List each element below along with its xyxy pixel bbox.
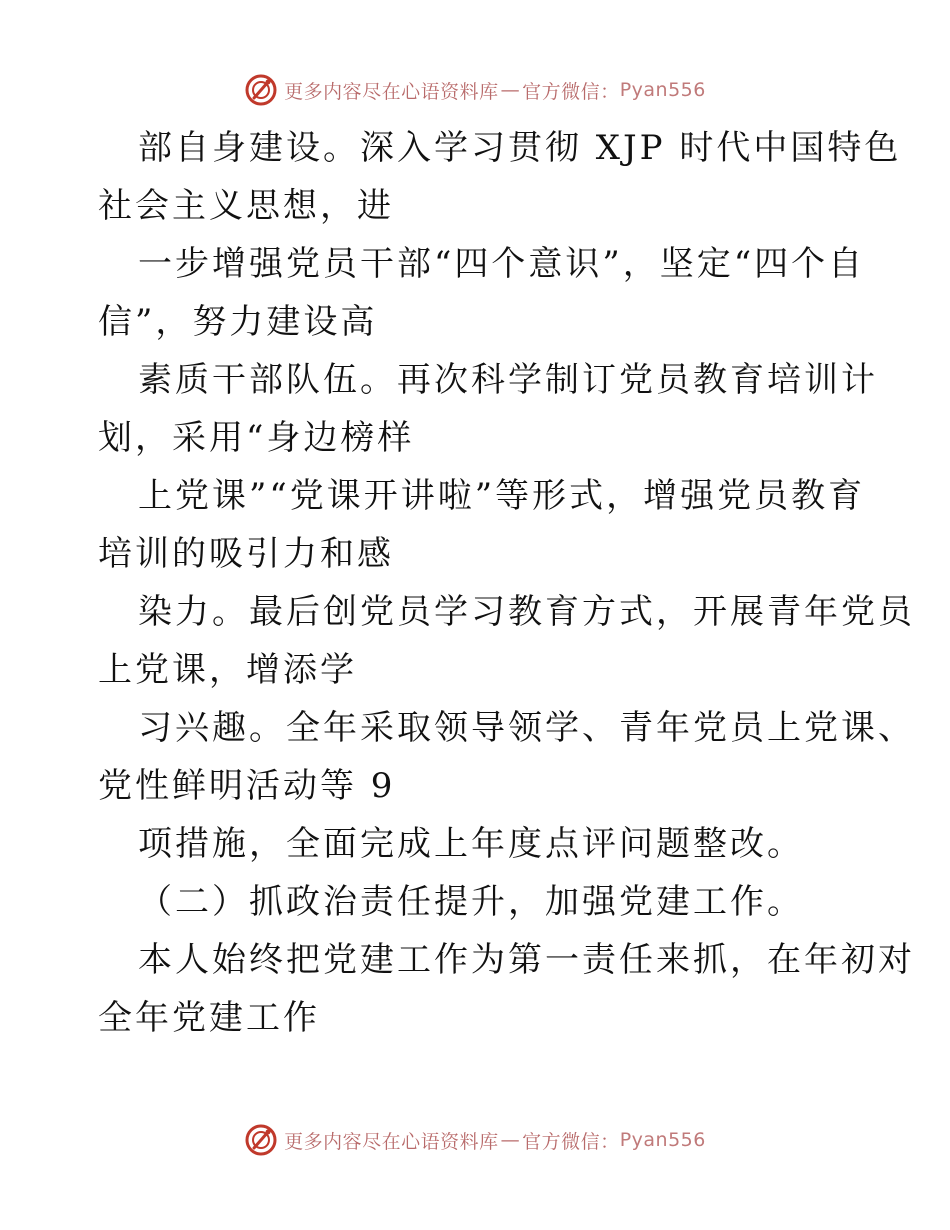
text-line: 全年党建工作 [98,998,320,1038]
text-line: 上党课，增添学 [98,650,357,690]
text-line: 项措施，全面完成上年度点评问题整改。 [138,824,804,864]
footer-watermark [0,1120,950,1160]
text-line: 信”，努力建设高 [98,302,378,342]
text-line: 习兴趣。全年采取领导领学、青年党员上党课、 [138,708,915,748]
watermark-wechat-label: 官方微信： [522,80,620,103]
text-line: 党性鲜明活动等 9 [98,766,396,806]
text-line: 部自身建设。深入学习贯彻 XJP 时代中国特色 [138,128,902,168]
text-line: 社会主义思想，进 [98,186,394,226]
watermark-separator: — [500,79,521,101]
watermark-wechat-label: 官方微信： [522,1130,620,1153]
watermark-wechat-id: Pyan556 [619,1129,706,1151]
text-line: 划，采用“身边榜样 [98,418,415,458]
watermark-wechat-id: Pyan556 [619,79,706,101]
section-heading: （二）抓政治责任提升，加强党建工作。 [138,882,804,922]
text-line: 培训的吸引力和感 [98,534,394,574]
watermark-separator: — [500,1129,521,1151]
watermark-site: 更多内容尽在心语资料库 [284,1130,499,1153]
text-line: 本人始终把党建工作为第一责任来抓，在年初对 [138,940,915,980]
text-line: 素质干部队伍。再次科学制订党员教育培训计 [138,360,878,400]
text-line: 一步增强党员干部“四个意识”，坚定“四个自 [138,244,866,284]
red-seal-logo-icon [244,1123,278,1157]
watermark-site: 更多内容尽在心语资料库 [284,80,499,103]
text-line: 上党课”“党课开讲啦”等形式，增强党员教育 [138,476,866,516]
text-line: 染力。最后创党员学习教育方式，开展青年党员 [138,592,915,632]
